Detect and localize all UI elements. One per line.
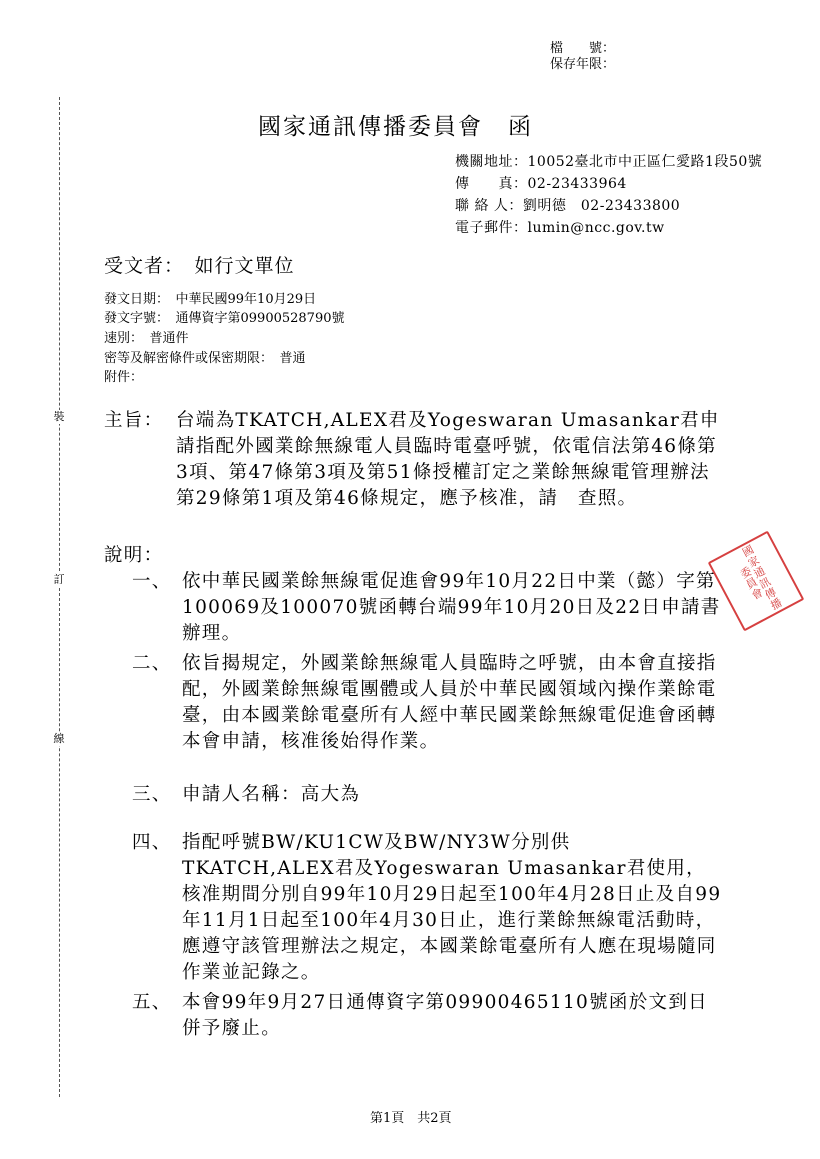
subject-label: 主旨：	[104, 410, 164, 431]
file-number-label: 檔 號：	[550, 41, 616, 56]
list-item: 依中華民國業餘無線電促進會99年10月22日中業（懿）字第100069及100070號函轉台端99年10月20日及22日申請書辦理。	[182, 571, 721, 644]
list-item: 本會99年9月27日通傳資字第09900465110號函於文到日併予廢止。	[182, 992, 708, 1039]
recipient: 受文者： 如行文單位	[104, 255, 295, 277]
retention-label: 保存年限：	[550, 57, 616, 72]
subject-text: 台端為TKATCH,ALEX君及Yogeswaran Umasankar君申請指配外國業餘無線電人員臨時電臺呼號，依電信法第46條第3項、第47條第3項及第51條授權訂定之業餘無線電管理辦法第29條第1項及第46條規定，應予核准，請 查照。	[176, 410, 720, 509]
attachments: 附件：	[104, 370, 144, 385]
item-number: 二、	[132, 653, 172, 674]
email-address: 電子郵件：lumin@ncc.gov.tw	[455, 220, 665, 236]
item-number: 一、	[132, 571, 172, 592]
official-seal-stamp	[708, 531, 805, 632]
list-item: 依旨揭規定，外國業餘無線電人員臨時之呼號，由本會直接指配，外國業餘無線電團體或人員於中華民國領域內操作業餘電臺，由本國業餘電臺所有人經中華民國業餘無線電促進會函轉本會申請，核准後始得作業。	[182, 653, 717, 752]
document-title: 國家通訊傳播委員會 函	[258, 114, 533, 140]
item-number: 三、	[132, 784, 172, 805]
contact-person: 聯 絡 人：劉明德 02-23433800	[455, 198, 681, 214]
item-number: 四、	[132, 832, 172, 853]
issue-date: 發文日期： 中華民國99年10月29日	[104, 292, 317, 307]
list-item: 申請人名稱：高大為	[182, 784, 361, 805]
document-number: 發文字號： 通傳資字第09900528790號	[104, 311, 345, 326]
seal-text: 國家通訊傳播委員會	[736, 543, 785, 613]
binding-char-bottom: 線	[53, 732, 65, 745]
secrecy-level: 密等及解密條件或保密期限： 普通	[104, 351, 306, 366]
list-item: 指配呼號BW/KU1CW及BW/NY3W分別供TKATCH,ALEX君及Yogeswaran Umasankar君使用，核准期間分別自99年10月29日起至100年4月28日止及自99年11月1日起至100年4月30日止，進行業餘無線電活動時，應遵守該管理辦法之規定，本國業餘電臺所有人應在現場隨同作業並記錄之。	[182, 832, 722, 983]
binding-line	[59, 97, 60, 1097]
page-number: 第1頁 共2頁	[370, 1111, 452, 1126]
item-number: 五、	[132, 992, 172, 1013]
fax-number: 傳 真：02-23433964	[455, 176, 627, 192]
binding-char-middle: 訂	[53, 573, 65, 586]
delivery-speed: 速別： 普通件	[104, 331, 189, 346]
explanation-label: 說明：	[104, 545, 164, 566]
agency-address: 機關地址：10052臺北市中正區仁愛路1段50號	[455, 154, 763, 170]
binding-char-top: 裝	[53, 410, 65, 423]
